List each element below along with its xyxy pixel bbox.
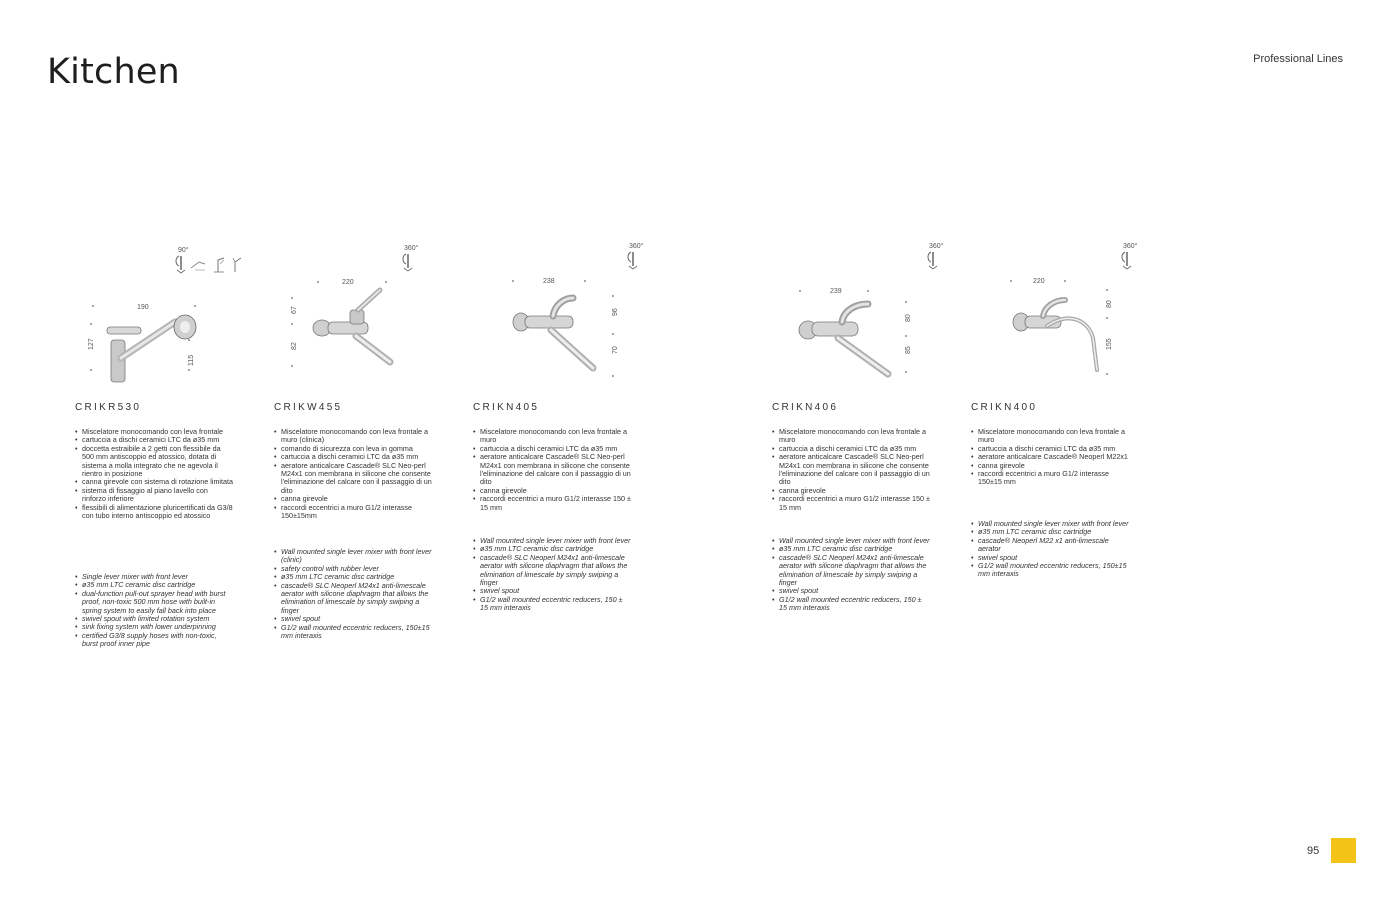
height-dimension-a: 80 [905, 314, 912, 322]
page-number: 95 [1307, 845, 1320, 857]
specs-list-english [473, 537, 631, 613]
width-dimension: 238 [543, 278, 555, 285]
spec-item: • swivel spout [274, 615, 432, 623]
spec-item: • cartuccia a dischi ceramici LTC da ø35 mm [473, 445, 631, 453]
spec-item: • G1/2 wall mounted eccentric reducers, 150 ± 15 mm interaxis [473, 596, 631, 613]
height-dimension-b: 115 [188, 354, 195, 366]
product-drawing [75, 240, 245, 413]
product-code: CRIKN406 [772, 402, 839, 413]
spec-item: • raccordi eccentrici a muro G1/2 interasse 150±15 mm [971, 470, 1129, 487]
spec-item: • ø35 mm LTC ceramic disc cartridge [75, 581, 233, 589]
spec-item: • ø35 mm LTC ceramic disc cartridge [473, 545, 631, 553]
specs-list-italian [971, 428, 1129, 487]
pull-out-spray-icon [191, 262, 205, 270]
spec-item: • swivel spout [473, 587, 631, 595]
product-crikn400 [971, 240, 1141, 579]
height-dimension-a: 80 [1106, 300, 1113, 308]
spec-item: • canna girevole [772, 487, 930, 495]
spec-item: • swivel spout with limited rotation system [75, 615, 233, 623]
height-dimension-a: 67 [291, 306, 298, 314]
page-marker [1331, 838, 1356, 863]
product-code: CRIKN400 [971, 402, 1038, 413]
product-drawing [971, 240, 1141, 413]
rotation-icon [1122, 242, 1138, 269]
spec-item: • aeratore anticalcare Cascade® SLC Neo-perl M24x1 con membrana in silicone che consente l'eliminazione del calcare con il passaggio di un dito [274, 462, 432, 496]
spec-item: • G1/2 wall mounted eccentric reducers, 150 ± 15 mm interaxis [772, 596, 930, 613]
specs-list-italian [274, 428, 432, 520]
spec-item: • Single lever mixer with front lever [75, 573, 233, 581]
product-drawing [772, 240, 944, 413]
faucet-crikw455-image [313, 290, 390, 362]
spec-item: • aeratore anticalcare Cascade® Neoperl M22x1 [971, 453, 1129, 461]
spec-item: • canna girevole [274, 495, 432, 503]
lever-icon [233, 258, 241, 272]
spec-item: • cartuccia a dischi ceramici LTC da ø35 mm [772, 445, 930, 453]
specs-list-english [75, 573, 233, 649]
faucet-crikn405-image [513, 298, 593, 368]
spec-item: • cascade® Neoperl M22 x1 anti-limescale aerator [971, 537, 1129, 554]
installation-icon [214, 258, 224, 272]
rotation-icon [628, 242, 644, 269]
spec-item: • cartuccia a dischi ceramici LTC da ø35 mm [274, 453, 432, 461]
height-dimension-b: 70 [612, 346, 619, 354]
faucet-crikr530-image [107, 315, 196, 382]
spec-item: • dual-function pull-out sprayer head with burst proof, non-toxic 500 mm hose with built-in spring system to easily fall back into place [75, 590, 233, 615]
product-crikw455 [274, 240, 444, 641]
faucet-crikn400-image [1013, 300, 1097, 370]
height-dimension-a: 96 [612, 308, 619, 316]
spec-item: • ø35 mm LTC ceramic disc cartridge [772, 545, 930, 553]
spec-item: • raccordi eccentrici a muro G1/2 interasse 150 ± 15 mm [772, 495, 930, 512]
rotation-icon [403, 244, 419, 271]
spec-item: • canna girevole [971, 462, 1129, 470]
spec-item: • G1/2 wall mounted eccentric reducers, 150±15 mm interaxis [274, 624, 432, 641]
spec-item: • doccetta estraibile a 2 getti con flessibile da 500 mm antiscoppio ed atossico, dotata di sistema a molla integrato che ne agevola il rientro in posizione [75, 445, 233, 479]
rotation-angle-label: 360° [1123, 243, 1138, 250]
spec-item: • Miscelatore monocomando con leva frontale [75, 428, 233, 436]
spec-item: • sistema di fissaggio al piano lavello con rinforzo inferiore [75, 487, 233, 504]
product-crikn405 [473, 240, 644, 613]
width-dimension: 239 [830, 288, 842, 295]
spec-item: • swivel spout [772, 587, 930, 595]
specs-list-italian [473, 428, 631, 512]
spec-item: • Wall mounted single lever mixer with front lever [971, 520, 1129, 528]
width-dimension: 190 [137, 304, 149, 311]
rotation-angle-label: 360° [404, 245, 419, 252]
spec-item: • Wall mounted single lever mixer with front lever [473, 537, 631, 545]
faucet-crikn406-image [799, 304, 888, 374]
height-dimension-b: 82 [291, 342, 298, 350]
spec-item: • comando di sicurezza con leva in gomma [274, 445, 432, 453]
width-dimension: 220 [1033, 278, 1045, 285]
rotation-angle-label: 360° [629, 243, 644, 250]
height-dimension-b: 155 [1106, 338, 1113, 350]
spec-item: • cartuccia a dischi ceramici LTC da ø35 mm [75, 436, 233, 444]
rotation-angle-label: 90° [178, 247, 189, 254]
spec-item: • safety control with rubber lever [274, 565, 432, 573]
height-dimension-a: 127 [88, 338, 95, 350]
product-crikr530 [75, 240, 245, 649]
width-dimension: 220 [342, 279, 354, 286]
spec-item: • raccordi eccentrici a muro G1/2 interasse 150 ± 15 mm [473, 495, 631, 512]
spec-item: • aeratore anticalcare Cascade® SLC Neo-perl M24x1 con membrana in silicone che consente l'eliminazione del calcare con il passaggio di un dito [473, 453, 631, 487]
spec-item: • cascade® SLC Neoperl M24x1 anti-limescale aerator with silicone diaphragm that allows the elimination of limescale by simply swiping a finger [274, 582, 432, 616]
height-dimension-b: 85 [905, 346, 912, 354]
spec-item: • Wall mounted single lever mixer with front lever (clinic) [274, 548, 432, 565]
spec-item: • flessibili di alimentazione pluricertificati da G3/8 con tubo interno antiscoppio ed atossico [75, 504, 233, 521]
spec-item: • canna girevole [473, 487, 631, 495]
section-label: Professional Lines [1253, 53, 1343, 65]
product-drawing [473, 240, 644, 413]
product-code: CRIKN405 [473, 402, 540, 413]
spec-item: • raccordi eccentrici a muro G1/2 interasse 150±15mm [274, 504, 432, 521]
spec-item: • Miscelatore monocomando con leva frontale a muro (clinica) [274, 428, 432, 445]
spec-item: • G1/2 wall mounted eccentric reducers, 150±15 mm interaxis [971, 562, 1129, 579]
page-title: Kitchen [47, 52, 180, 92]
spec-item: • certified G3/8 supply hoses with non-toxic, burst proof inner pipe [75, 632, 233, 649]
rotation-angle-label: 360° [929, 243, 944, 250]
spec-item: • Wall mounted single lever mixer with front lever [772, 537, 930, 545]
rotation-icon [928, 242, 944, 269]
spec-item: • canna girevole con sistema di rotazione limitata [75, 478, 233, 486]
specs-list-english [772, 537, 930, 613]
spec-item: • swivel spout [971, 554, 1129, 562]
spec-item: • ø35 mm LTC ceramic disc cartridge [971, 528, 1129, 536]
product-drawing [274, 240, 444, 413]
specs-list-italian [772, 428, 930, 512]
product-crikn406 [772, 240, 944, 613]
spec-item: • Miscelatore monocomando con leva frontale a muro [473, 428, 631, 445]
spec-item: • Miscelatore monocomando con leva frontale a muro [772, 428, 930, 445]
spec-item: • ø35 mm LTC ceramic disc cartridge [274, 573, 432, 581]
spec-item: • sink fixing system with lower underpinning [75, 623, 233, 631]
rotation-icon [176, 246, 189, 273]
spec-item: • cartuccia a dischi ceramici LTC da ø35 mm [971, 445, 1129, 453]
specs-list-italian [75, 428, 233, 520]
spec-item: • cascade® SLC Neoperl M24x1 anti-limescale aerator with silicone diaphragm that allows the elimination of limescale by simply swiping a finger [772, 554, 930, 588]
spec-item: • Miscelatore monocomando con leva frontale a muro [971, 428, 1129, 445]
product-code: CRIKW455 [274, 402, 343, 413]
spec-item: • cascade® SLC Neoperl M24x1 anti-limescale aerator with silicone diaphragm that allows the elimination of limescale by simply swiping a finger [473, 554, 631, 588]
specs-list-english [274, 548, 432, 640]
product-code: CRIKR530 [75, 402, 142, 413]
spec-item: • aeratore anticalcare Cascade® SLC Neo-perl M24x1 con membrana in silicone che consente l'eliminazione del calcare con il passaggio di un dito [772, 453, 930, 487]
specs-list-english [971, 520, 1129, 579]
